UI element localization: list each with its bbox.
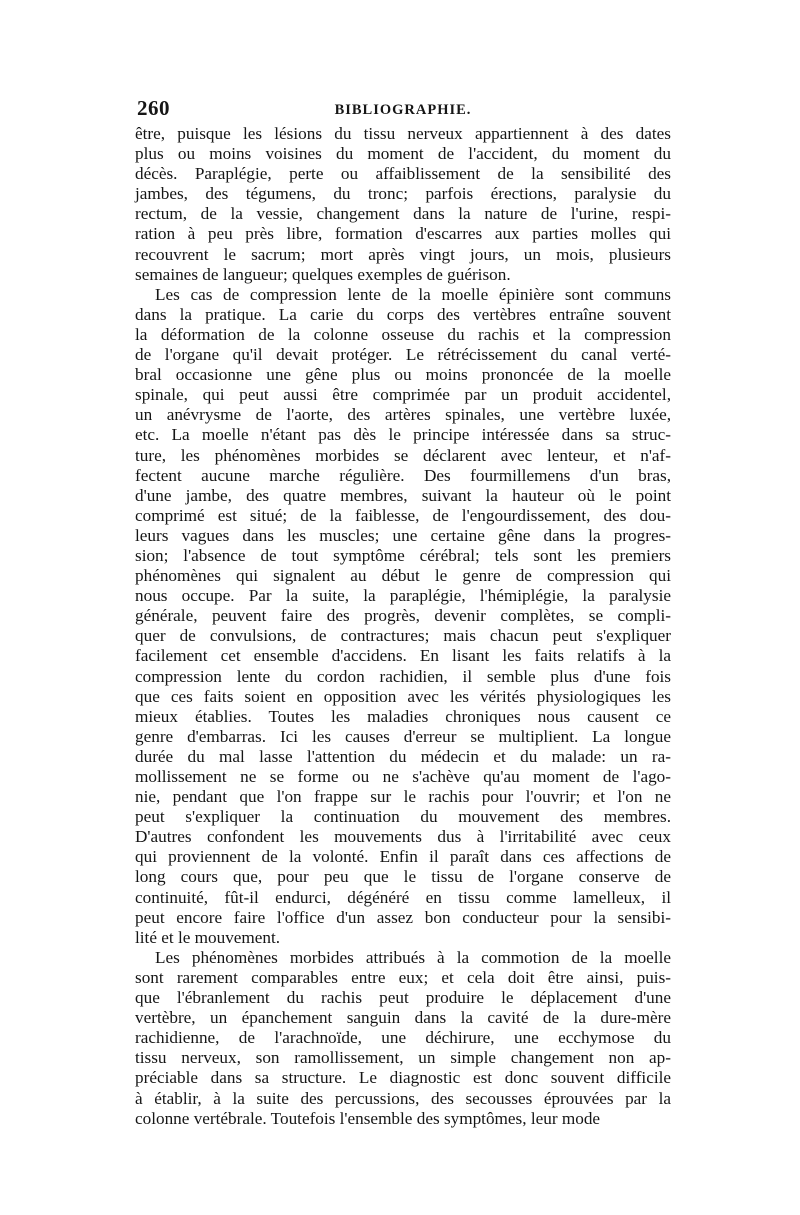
paragraph <box>135 948 671 1129</box>
text-line: sont rarement comparables entre eux; et cela doit être ainsi, puis- <box>135 967 671 987</box>
text-line: facilement cet ensemble d'accidens. En lisant les faits relatifs à la <box>135 646 671 666</box>
text-line: ture, les phénomènes morbides se déclarent avec lenteur, et n'af- <box>135 445 671 465</box>
text-line: colonne vertébrale. Toutefois l'ensemble des symptômes, leur mode <box>135 1108 601 1128</box>
text-line: de l'organe qu'il devait protéger. Le rétrécissement du canal verté- <box>135 345 671 365</box>
text-line: nous occupe. Par la suite, la paraplégie, l'hémiplégie, la paralysie <box>135 586 671 606</box>
text-line: fectent aucune marche régulière. Des fourmillemens d'un bras, <box>135 465 671 485</box>
text-line: qui proviennent de la volonté. Enfin il paraît dans ces affections de <box>135 847 671 867</box>
text-line: ration à peu près libre, formation d'escarres aux parties molles qui <box>135 224 671 244</box>
text-line: Les phénomènes morbides attribués à la commotion de la moelle <box>155 947 671 967</box>
text-line: tissu nerveux, son ramollissement, un simple changement non ap- <box>135 1048 671 1068</box>
text-line: peut encore faire l'office d'un assez bon conducteur pour la sensibi- <box>135 907 671 927</box>
text-line: vertèbre, un épanchement sanguin dans la cavité de la dure-mère <box>135 1008 671 1028</box>
text-line: rectum, de la vessie, changement dans la nature de l'urine, respi- <box>135 204 671 224</box>
text-line: long cours que, pour peu que le tissu de l'organe conserve de <box>135 867 671 887</box>
text-line: rachidienne, de l'arachnoïde, une déchirure, une ecchymose du <box>135 1028 671 1048</box>
text-line: un anévrysme de l'aorte, des artères spinales, une vertèbre luxée, <box>135 405 671 425</box>
book-page <box>135 96 671 1129</box>
text-line: dans la pratique. La carie du corps des vertèbres entraîne souvent <box>135 304 671 324</box>
text-line: préciable dans sa structure. Le diagnostic est donc souvent difficile <box>135 1068 671 1088</box>
text-line: spinale, qui peut aussi être comprimée par un produit accidentel, <box>135 385 671 405</box>
text-line: peut s'expliquer la continuation du mouvement des membres. <box>135 807 671 827</box>
text-line: durée du mal lasse l'attention du médecin et du malade: un ra- <box>135 746 671 766</box>
page-number: 260 <box>137 96 170 120</box>
text-line: décès. Paraplégie, perte ou affaiblissement de la sensibilité des <box>135 164 671 184</box>
text-line: mollissement ne se forme ou ne s'achève qu'au moment de l'ago- <box>135 767 671 786</box>
text-line: phénomènes qui signalent au début le genre de compression qui <box>135 566 671 586</box>
paragraph <box>135 124 671 285</box>
text-line: à établir, à la suite des percussions, des secousses éprouvées par la <box>135 1088 671 1108</box>
text-line: semaines de langueur; quelques exemples de guérison. <box>135 264 511 284</box>
text-line: genre d'embarras. Ici les causes d'erreur se multiplient. La longue <box>135 726 671 746</box>
running-title: BIBLIOGRAPHIE. <box>334 102 472 118</box>
text-line: quer de convulsions, de contractures; mais chacun peut s'expliquer <box>135 626 671 646</box>
text-line: Les cas de compression lente de la moelle épinière sont communs <box>155 284 671 304</box>
text-line: D'autres confondent les mouvements dus à l'irritabilité avec ceux <box>135 827 671 847</box>
text-line: que ces faits soient en opposition avec les vérités physiologiques les <box>135 686 671 706</box>
body-text <box>135 124 671 1129</box>
text-line: générale, peuvent faire des progrès, devenir complètes, se compli- <box>135 606 671 626</box>
text-line: continuité, fût-il endurci, dégénéré en tissu comme lamelleux, il <box>135 887 671 907</box>
text-line: bral occasionne une gêne plus ou moins prononcée de la moelle <box>135 365 671 385</box>
text-line: plus ou moins voisines du moment de l'accident, du moment du <box>135 144 671 164</box>
text-line: d'une jambe, des quatre membres, suivant la hauteur où le point <box>135 485 671 505</box>
text-line: recouvrent le sacrum; mort après vingt jours, un mois, plusieurs <box>135 244 671 264</box>
text-line: etc. La moelle n'étant pas dès le principe intéressée dans sa struc- <box>135 425 671 445</box>
text-line: leurs vagues dans les muscles; une certaine gêne dans la progres- <box>135 525 671 545</box>
text-line: sion; l'absence de tout symptôme cérébral; tels sont les premiers <box>135 545 671 565</box>
text-line: lité et le mouvement. <box>135 927 281 947</box>
text-line: être, puisque les lésions du tissu nerveux appartiennent à des dates <box>135 124 671 143</box>
text-line: mieux établies. Toutes les maladies chroniques nous causent ce <box>135 706 671 726</box>
text-line: compression lente du cordon rachidien, il semble plus d'une fois <box>135 666 671 686</box>
text-line: comprimé est situé; de la faiblesse, de l'engourdissement, des dou- <box>135 505 671 525</box>
text-line: nie, pendant que l'on frappe sur le rachis pour l'ouvrir; et l'on ne <box>135 787 671 807</box>
text-line: que l'ébranlement du rachis peut produire le déplacement d'une <box>135 988 671 1008</box>
paragraph <box>135 285 671 948</box>
running-head <box>135 96 671 122</box>
text-line: jambes, des tégumens, du tronc; parfois érections, paralysie du <box>135 184 671 204</box>
text-line: la déformation de la colonne osseuse du rachis et la compression <box>135 324 671 344</box>
